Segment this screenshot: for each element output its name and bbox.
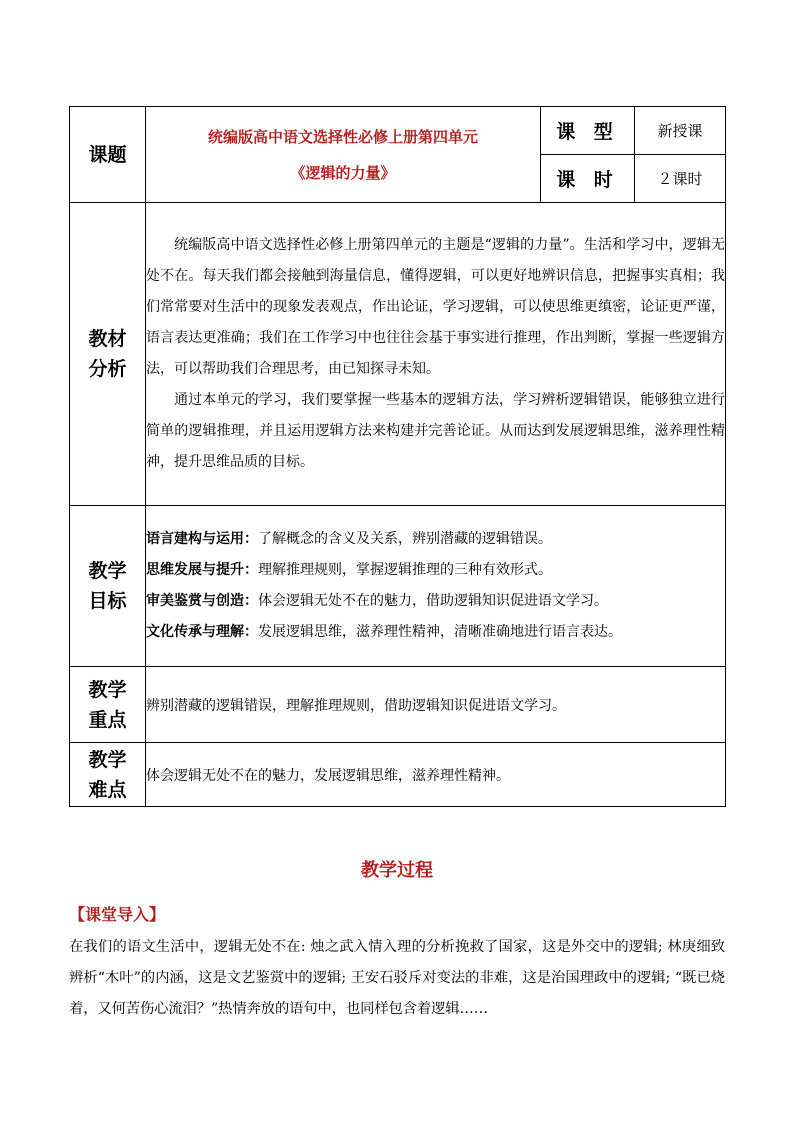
goal-key: 审美鉴赏与创造： <box>146 593 258 609</box>
key-points-content: 辨别潜藏的逻辑错误，理解推理规则，借助逻辑知识促进语文学习。 <box>146 667 726 743</box>
process-title: 教学过程 <box>361 860 433 881</box>
goal-item <box>146 524 725 555</box>
analysis-label-line1: 教材 <box>88 328 127 350</box>
topic-label: 课题 <box>70 107 146 203</box>
lesson-plan-table <box>69 106 726 807</box>
difficulties-label-line2: 难点 <box>88 778 127 801</box>
goal-item <box>146 617 725 648</box>
analysis-paragraph-2: 通过本单元的学习，我们要掌握一些基本的逻辑方法，学习辨析逻辑错误，能够独立进行简单的逻辑推理，并且运用逻辑方法来构建并完善论证。从而达到发展逻辑思维，滋养理性精神，提升思维品质的目标。 <box>146 392 725 470</box>
goal-text: 发展逻辑思维，滋养理性精神，清晰准确地进行语言表达。 <box>258 624 622 640</box>
difficulties-label-line1: 教学 <box>88 748 127 771</box>
goals-content <box>146 506 726 667</box>
difficulties-label <box>70 743 146 807</box>
lesson-type-label: 课 型 <box>541 107 635 155</box>
goal-item <box>146 586 725 617</box>
intro-paragraph: 在我们的语文生活中，逻辑无处不在: 烛之武入情入理的分析挽救了国家，这是外交中的逻辑; 林庚细致辨析“木叶”的内涵，这是文艺鉴赏中的逻辑; 王安石驳斥对变法的非难，这是治国理政中的逻辑; “既已烧着，又何苦伤心流泪？”热情奔放的语句中，也同样包含着逻辑…… <box>69 939 725 1017</box>
lesson-hours-label: 课 时 <box>541 155 635 203</box>
lesson-title-line2: 《逻辑的力量》 <box>290 163 396 182</box>
goals-label-line2: 目标 <box>88 590 127 612</box>
analysis-label-line2: 分析 <box>88 358 127 380</box>
goal-text: 了解概念的含义及关系，辨别潜藏的逻辑错误。 <box>258 531 552 547</box>
lesson-title <box>146 107 541 203</box>
analysis-paragraph-1: 统编版高中语文选择性必修上册第四单元的主题是“逻辑的力量”。生活和学习中，逻辑无处不在。每天我们都会接触到海量信息，懂得逻辑，可以更好地辨识信息，把握事实真相；我们常常要对生活中的现象发表观点，作出论证，学习逻辑，可以使思维更缜密，论证更严谨，语言表达更准确；我们在工作学习中也往往会基于事实进行推理，作出判断，掌握一些逻辑方法，可以帮助我们合理思考，由已知探寻未知。 <box>146 237 725 377</box>
intro-heading: 【课堂导入】 <box>69 905 166 924</box>
difficulties-content: 体会逻辑无处不在的魅力，发展逻辑思维，滋养理性精神。 <box>146 743 726 807</box>
goal-text: 体会逻辑无处不在的魅力，借助逻辑知识促进语文学习。 <box>258 593 608 609</box>
lesson-hours-value: ２课时 <box>635 155 726 203</box>
goal-item <box>146 555 725 586</box>
analysis-label <box>70 203 146 506</box>
goal-key: 文化传承与理解： <box>146 624 258 640</box>
goal-key: 思维发展与提升： <box>146 562 258 578</box>
key-points-label-line1: 教学 <box>88 678 127 701</box>
goals-label <box>70 506 146 667</box>
lesson-type-value: 新授课 <box>635 107 726 155</box>
analysis-content <box>146 203 726 506</box>
goal-text: 理解推理规则，掌握逻辑推理的三种有效形式。 <box>258 562 552 578</box>
key-points-label <box>70 667 146 743</box>
goals-label-line1: 教学 <box>88 560 127 582</box>
goal-key: 语言建构与运用： <box>146 531 258 547</box>
key-points-label-line2: 重点 <box>88 708 127 731</box>
lesson-title-line1: 统编版高中语文选择性必修上册第四单元 <box>207 127 478 146</box>
